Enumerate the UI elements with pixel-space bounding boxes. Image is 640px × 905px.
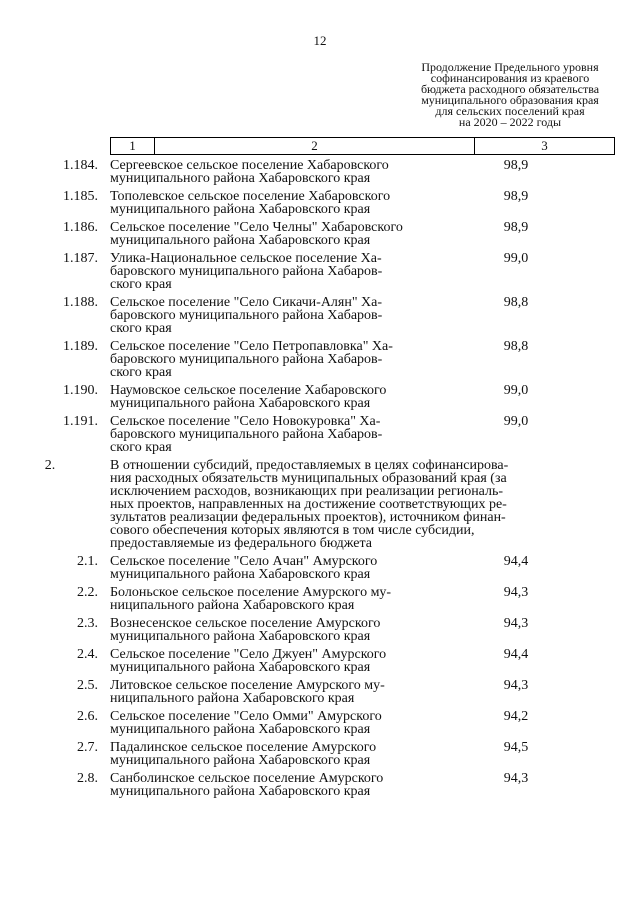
row-name bbox=[110, 190, 418, 216]
row-name-line: ского края bbox=[110, 365, 172, 380]
row-name-line: Падалинское сельское поселение Амурского bbox=[110, 740, 377, 755]
row-name bbox=[110, 415, 418, 454]
row-name-line: муниципального района Хабаровского края bbox=[110, 753, 371, 768]
row-value: 94,2 bbox=[503, 709, 529, 724]
row-number: 2.8. bbox=[77, 771, 98, 786]
table-row bbox=[0, 221, 640, 247]
table-body bbox=[0, 159, 640, 803]
row-name bbox=[110, 340, 418, 379]
table-row bbox=[0, 617, 640, 643]
row-name-line: Сельское поселение "Село Сикачи-Алян" Ха- bbox=[110, 295, 383, 310]
row-name bbox=[110, 296, 418, 335]
row-name bbox=[110, 555, 418, 581]
row-name-line: Сельское поселение "Село Новокуровка" Ха- bbox=[110, 414, 381, 429]
row-name-line: Наумовское сельское поселение Хабаровского bbox=[110, 383, 387, 398]
row-value: 94,3 bbox=[503, 678, 529, 693]
row-name-line: ниципального района Хабаровского края bbox=[110, 598, 355, 613]
row-number: 1.186. bbox=[63, 220, 98, 235]
row-name-line: ниципального района Хабаровского края bbox=[110, 691, 355, 706]
row-value: 99,0 bbox=[503, 414, 529, 429]
row-name bbox=[110, 586, 418, 612]
table-row bbox=[0, 679, 640, 705]
row-name-line: муниципального района Хабаровского края bbox=[110, 567, 371, 582]
row-name-line: ния расходных обязательств муниципальных образований края (за bbox=[110, 471, 507, 486]
header-note-line: софинансирования из краевого bbox=[430, 71, 590, 85]
row-number: 1.187. bbox=[63, 251, 98, 266]
row-number: 2.4. bbox=[77, 647, 98, 662]
row-name bbox=[110, 384, 418, 410]
table-row bbox=[0, 296, 640, 335]
row-name-line: баровского муниципального района Хабаров- bbox=[110, 427, 383, 442]
row-value: 94,3 bbox=[503, 771, 529, 786]
row-name-line: зультатов реализации федеральных проектов), источником финан- bbox=[110, 510, 506, 525]
row-name-line: муниципального района Хабаровского края bbox=[110, 396, 371, 411]
row-name-line: Болоньское сельское поселение Амурского му- bbox=[110, 585, 392, 600]
row-number: 1.188. bbox=[63, 295, 98, 310]
table-row bbox=[0, 415, 640, 454]
table-row bbox=[0, 741, 640, 767]
row-value: 94,4 bbox=[503, 647, 529, 662]
row-value: 94,5 bbox=[503, 740, 529, 755]
row-number: 1.185. bbox=[63, 189, 98, 204]
row-name-line: Сельское поселение "Село Ачан" Амурского bbox=[110, 554, 378, 569]
row-name-line: ского края bbox=[110, 440, 172, 455]
row-name-line: баровского муниципального района Хабаров- bbox=[110, 308, 383, 323]
row-name bbox=[110, 772, 418, 798]
row-name bbox=[110, 159, 418, 185]
header-note-line: на 2020 – 2022 годы bbox=[458, 115, 562, 129]
row-number: 2.3. bbox=[77, 616, 98, 631]
row-name-line: Вознесенское сельское поселение Амурского bbox=[110, 616, 381, 631]
row-name-line: муниципального района Хабаровского края bbox=[110, 629, 371, 644]
header-note-line: Продолжение Предельного уровня bbox=[421, 60, 599, 74]
header-note-line: для сельских поселений края bbox=[435, 104, 585, 118]
row-value: 98,9 bbox=[503, 220, 529, 235]
table-row bbox=[0, 648, 640, 674]
row-number: 2.1. bbox=[77, 554, 98, 569]
row-name-line: баровского муниципального района Хабаров- bbox=[110, 352, 383, 367]
row-value: 94,3 bbox=[503, 616, 529, 631]
table-row bbox=[0, 384, 640, 410]
row-number: 1.184. bbox=[63, 158, 98, 173]
row-name-line: сового обеспечения которых являются в том числе субсидии, bbox=[110, 523, 475, 538]
table-row bbox=[0, 159, 640, 185]
row-name-line: Сельское поселение "Село Омми" Амурского bbox=[110, 709, 382, 724]
row-name-line: исключением расходов, возникающих при реализации региональ- bbox=[110, 484, 504, 499]
row-name-line: Литовское сельское поселение Амурского му- bbox=[110, 678, 385, 693]
header-note-line: муниципального образования края bbox=[421, 93, 599, 107]
table-row bbox=[0, 252, 640, 291]
table-row bbox=[0, 190, 640, 216]
header-note-line: бюджета расходного обязательства bbox=[420, 82, 600, 96]
row-name-line: Санболинское сельское поселение Амурского bbox=[110, 771, 384, 786]
row-number: 2.2. bbox=[77, 585, 98, 600]
table-row bbox=[0, 586, 640, 612]
row-name-line: Тополевское сельское поселение Хабаровского bbox=[110, 189, 391, 204]
row-name bbox=[110, 459, 556, 550]
row-name-line: муниципального района Хабаровского края bbox=[110, 233, 371, 248]
row-value: 98,8 bbox=[503, 295, 529, 310]
row-name bbox=[110, 648, 418, 674]
row-name-line: Сельское поселение "Село Челны" Хабаровского bbox=[110, 220, 403, 235]
row-value: 99,0 bbox=[503, 251, 529, 266]
row-name bbox=[110, 741, 418, 767]
row-name-line: муниципального района Хабаровского края bbox=[110, 202, 371, 217]
row-name-line: Сергеевское сельское поселение Хабаровского bbox=[110, 158, 389, 173]
row-number: 2. bbox=[44, 458, 56, 473]
column-header-3: 3 bbox=[475, 138, 615, 155]
row-name-line: ского края bbox=[110, 277, 172, 292]
row-name bbox=[110, 252, 418, 291]
row-name-line: ского края bbox=[110, 321, 172, 336]
table-row bbox=[0, 459, 640, 550]
row-value: 94,3 bbox=[503, 585, 529, 600]
page-number: 12 bbox=[313, 33, 327, 48]
column-header-row bbox=[111, 138, 615, 155]
row-name-line: муниципального района Хабаровского края bbox=[110, 784, 371, 799]
row-name bbox=[110, 617, 418, 643]
row-number: 2.6. bbox=[77, 709, 98, 724]
row-name-line: Улика-Национальное сельское поселение Ха- bbox=[110, 251, 382, 266]
table-row bbox=[0, 340, 640, 379]
column-header-2: 2 bbox=[155, 138, 475, 155]
row-number: 2.5. bbox=[77, 678, 98, 693]
row-number: 1.191. bbox=[63, 414, 98, 429]
table-row bbox=[0, 555, 640, 581]
row-name bbox=[110, 710, 418, 736]
column-header-1: 1 bbox=[111, 138, 155, 155]
row-name-line: Сельское поселение "Село Джуен" Амурского bbox=[110, 647, 387, 662]
row-name-line: баровского муниципального района Хабаров- bbox=[110, 264, 383, 279]
row-name-line: муниципального района Хабаровского края bbox=[110, 660, 371, 675]
table-row bbox=[0, 710, 640, 736]
row-name bbox=[110, 679, 418, 705]
row-value: 98,9 bbox=[503, 158, 529, 173]
row-name-line: муниципального района Хабаровского края bbox=[110, 171, 371, 186]
row-number: 1.190. bbox=[63, 383, 98, 398]
table-row bbox=[0, 772, 640, 798]
row-name-line: муниципального района Хабаровского края bbox=[110, 722, 371, 737]
row-name-line: Сельское поселение "Село Петропавловка" Ха- bbox=[110, 339, 393, 354]
row-value: 98,9 bbox=[503, 189, 529, 204]
row-value: 99,0 bbox=[503, 383, 529, 398]
row-number: 2.7. bbox=[77, 740, 98, 755]
row-name-line: ных проектов, направленных на достижение соответствующих ре- bbox=[110, 497, 507, 512]
row-name bbox=[110, 221, 418, 247]
row-value: 94,4 bbox=[503, 554, 529, 569]
header-note bbox=[400, 62, 620, 128]
column-header-table bbox=[110, 137, 615, 155]
row-value: 98,8 bbox=[503, 339, 529, 354]
row-number: 1.189. bbox=[63, 339, 98, 354]
row-name-line: В отношении субсидий, предоставляемых в целях софинансирова- bbox=[110, 458, 509, 473]
row-name-line: предоставляемые из федерального бюджета bbox=[110, 536, 373, 551]
